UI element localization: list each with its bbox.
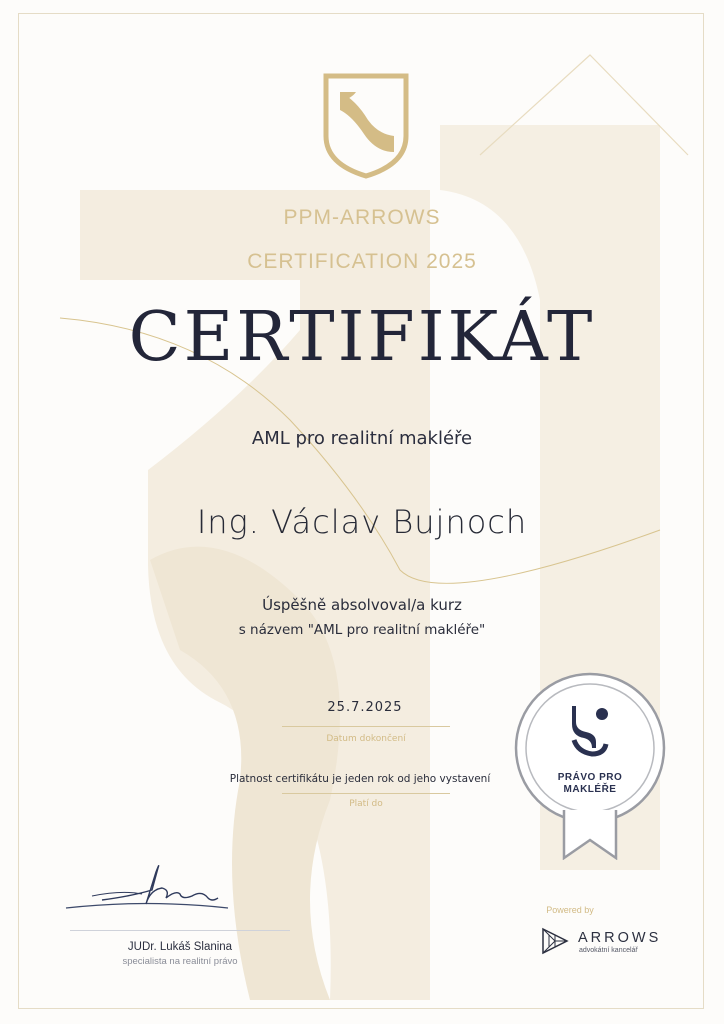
signatory-role: specialista na realitní právo <box>122 956 238 967</box>
validity-statement: Platnost certifikátu je jeden rok od jeho vystavení <box>229 773 491 785</box>
description-line-1: Úspěšně absolvoval/a kurz <box>262 596 462 614</box>
seal-badge <box>512 670 668 860</box>
valid-until-label: Platí do <box>349 799 383 809</box>
recipient-name: Ing. Václav Bujnoch <box>196 503 528 541</box>
course-title: AML pro realitní makléře <box>251 428 473 449</box>
completion-date: 25.7.2025 <box>327 700 403 715</box>
completion-date-label: Datum dokončení <box>326 734 406 744</box>
certification-year: CERTIFICATION 2025 <box>247 250 477 273</box>
crest-logo <box>322 72 410 180</box>
certification-program: PPM-ARROWS <box>283 206 441 229</box>
arrows-logo-icon <box>540 926 570 956</box>
description-line-2: s názvem "AML pro realitní makléře" <box>238 622 486 638</box>
arrows-brand-name: ARROWS <box>578 930 662 946</box>
badge-line-2: MAKLÉŘE <box>563 784 617 795</box>
arrows-brand-subtitle: advokátní kancelář <box>579 947 638 954</box>
badge-line-1: PRÁVO PRO <box>557 772 623 783</box>
date-divider <box>282 726 450 727</box>
validity-divider <box>282 793 450 794</box>
signatory-name: JUDr. Lukáš Slanina <box>127 941 233 953</box>
powered-by-label: Powered by <box>546 905 594 915</box>
signature-line <box>70 930 290 931</box>
certificate-title: CERTIFIKÁT <box>128 298 596 377</box>
signature-image <box>62 860 232 930</box>
